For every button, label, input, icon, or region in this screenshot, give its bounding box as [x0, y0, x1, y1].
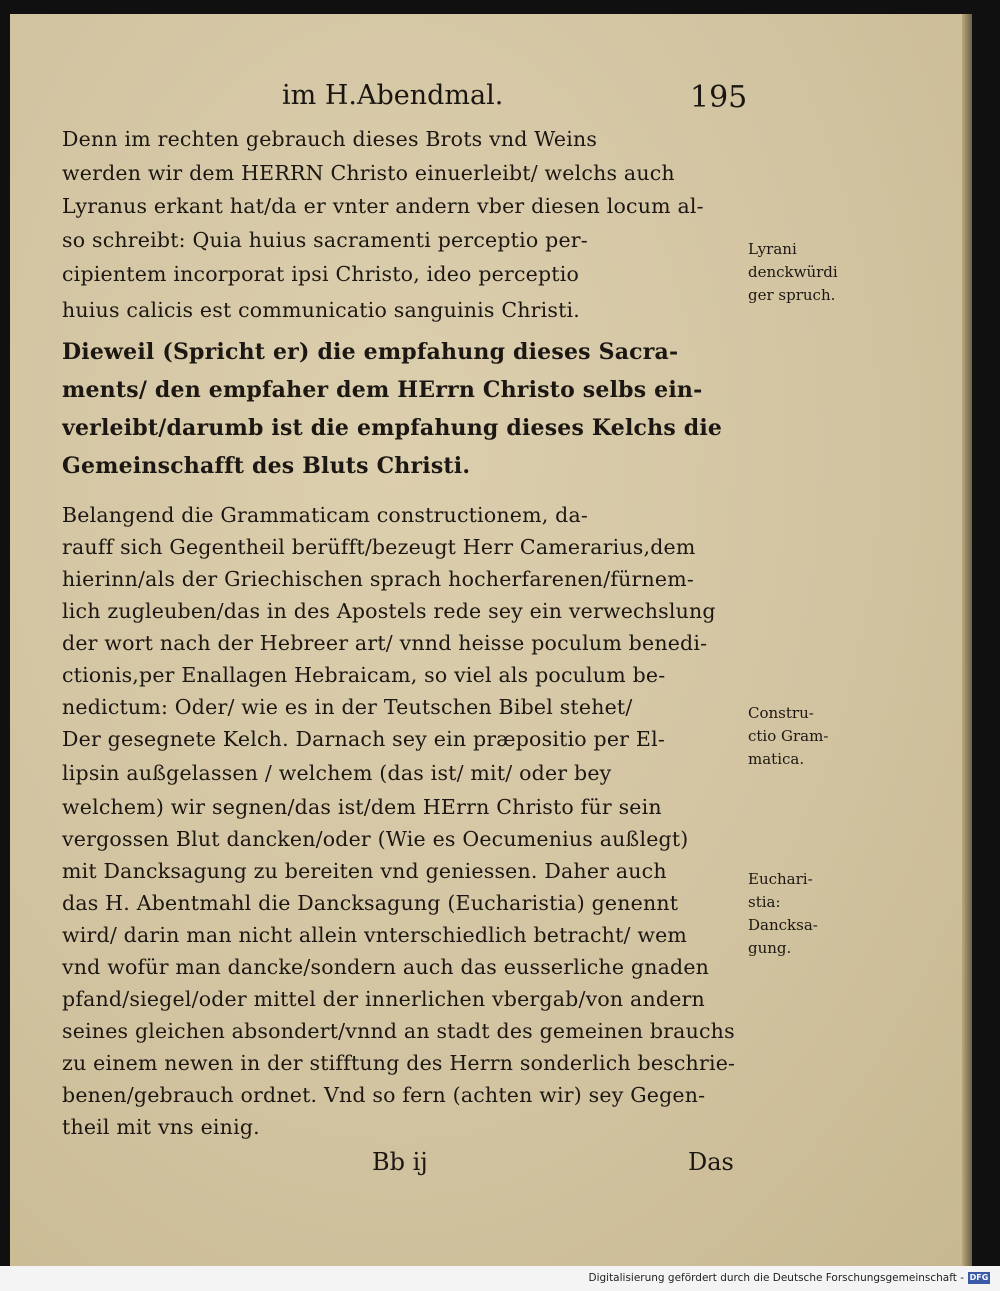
text-line: Dieweil (Spricht er) die empfahung dieses Sacra-: [62, 339, 679, 365]
margin-note: Euchari- stia: Dancksa- gung.: [748, 870, 818, 957]
text-line: pfand/siegel/oder mittel der innerlichen vbergab/von andern: [62, 987, 705, 1011]
page-number: 195: [690, 80, 748, 115]
text-line: Der gesegnete Kelch. Darnach sey ein præpositio per El-: [62, 727, 665, 751]
text-line: vergossen Blut dancken/oder (Wie es Oecumenius außlegt): [62, 827, 689, 851]
text-line: rauff sich Gegentheil berüfft/bezeugt Herr Camerarius,dem: [62, 535, 696, 559]
text-line: vnd wofür man dancke/sondern auch das eusserliche gnaden: [62, 955, 710, 979]
catchword: Das: [688, 1148, 734, 1176]
text-line: das H. Abentmahl die Dancksagung (Eucharistia) genennt: [62, 891, 679, 915]
text-line: huius calicis est communicatio sanguinis Christi.: [62, 298, 581, 322]
text-line: cipientem incorporat ipsi Christo, ideo perceptio: [62, 262, 580, 286]
text-line: Lyranus erkant hat/da er vnter andern vber diesen locum al-: [62, 194, 704, 218]
text-line: hierinn/als der Griechischen sprach hocherfarenen/fürnem-: [62, 567, 695, 591]
text-line: Denn im rechten gebrauch dieses Brots vnd Weins: [62, 127, 598, 151]
text-line: benen/gebrauch ordnet. Vnd so fern (achten wir) sey Gegen-: [62, 1083, 706, 1107]
signature-mark: Bb ij: [372, 1148, 428, 1176]
footer-bar: [0, 1266, 1000, 1291]
margin-note: Constru- ctio Gram- matica.: [748, 704, 829, 768]
text-line: der wort nach der Hebreer art/ vnnd heisse poculum benedi-: [62, 631, 708, 655]
dfg-logo-icon: DFG: [969, 1273, 989, 1282]
text-line: zu einem newen in der stifftung des Herrn sonderlich beschrie-: [62, 1051, 736, 1075]
text-line: mit Dancksagung zu bereiten vnd geniessen. Daher auch: [62, 859, 667, 883]
text-line: lipsin außgelassen / welchem (das ist/ mit/ oder bey: [62, 761, 612, 785]
text-line: seines gleichen absondert/vnnd an stadt des gemeinen brauchs: [62, 1019, 735, 1043]
funding-notice: Digitalisierung gefördert durch die Deutsche Forschungsgemeinschaft -: [588, 1272, 964, 1284]
margin-note: Lyrani denckwürdi ger spruch.: [748, 240, 838, 304]
text-line: lich zugleuben/das in des Apostels rede sey ein verwechslung: [62, 599, 716, 623]
text-line: ctionis,per Enallagen Hebraicam, so viel als poculum be-: [62, 663, 666, 687]
text-line: welchem) wir segnen/das ist/dem HErrn Christo für sein: [62, 795, 662, 819]
page-edge: [962, 14, 972, 1266]
text-line: Gemeinschafft des Bluts Christi.: [62, 453, 471, 479]
text-line: wird/ darin man nicht allein vnterschiedlich betracht/ wem: [62, 923, 688, 947]
text-line: Belangend die Grammaticam constructionem, da-: [62, 503, 589, 527]
text-line: so schreibt: Quia huius sacramenti perceptio per-: [62, 228, 588, 252]
text-line: ments/ den empfaher dem HErrn Christo selbs ein-: [62, 377, 703, 403]
text-line: theil mit vns einig.: [62, 1115, 260, 1139]
text-line: nedictum: Oder/ wie es in der Teutschen Bibel stehet/: [62, 695, 633, 719]
running-head: im H.Abendmal.: [282, 80, 504, 111]
text-line: verleibt/darumb ist die empfahung dieses Kelchs die: [62, 415, 723, 441]
text-line: werden wir dem HERRN Christo einuerleibt/ welchs auch: [62, 161, 675, 185]
